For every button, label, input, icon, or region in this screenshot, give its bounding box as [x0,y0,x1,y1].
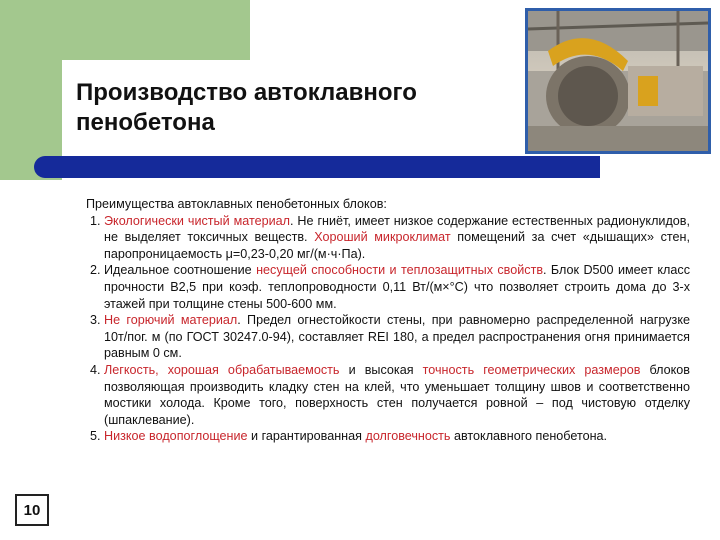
decorative-blue-bar [34,156,600,178]
intro-text: Преимущества автоклавных пенобетонных блоков: [86,197,387,211]
advantages-list [86,213,690,445]
list-item: 2. Идеальное соотношение несущей способности и теплозащитных свойств. Блок D500 имеет класс прочности В2,5 при коэф. теплопроводности 0,11 Вт/(м×°С) что позволяет строить дома до 3-х этажей при толщине стены 500-600 мм. [104,262,690,312]
advantages-text [86,196,690,445]
list-item: 4. Легкость, хорошая обрабатываемость и высокая точность геометрических размеров блоков позволяющая производить кладку стен на клей, что уменьшает толщину швов и соответственно мостики холода. Кроме того, поверхность стен получается ровной – под чистовую отделку (шпаклевание). [104,362,690,428]
page-number: 10 [15,494,49,526]
title-line-1: Производство автоклавного [76,79,417,106]
factory-autoclave-photo [525,8,711,154]
list-item: 1. Экологически чистый материал. Не гниёт, имеет низкое содержание естественных радионуклидов, не выделяет токсичных веществ. Хороший микроклимат помещений за счет «дышащих» стен, паропроницаемость μ=0,23-0,20 мг/(м·ч·Па). [104,213,690,263]
list-item: 3. Не горючий материал. Предел огнестойкости стены, при равномерно распределенной нагрузке 10т/пог. м (по ГОСТ 30247.0-94), составляет REI 180, а предел распространения огня принимается равным 0 см. [104,312,690,362]
decorative-green-block [0,0,250,60]
list-item: 5. Низкое водопоглощение и гарантированная долговечность автоклавного пенобетона. [104,428,690,445]
slide-title [76,78,496,138]
title-line-2: пенобетона [76,109,215,136]
